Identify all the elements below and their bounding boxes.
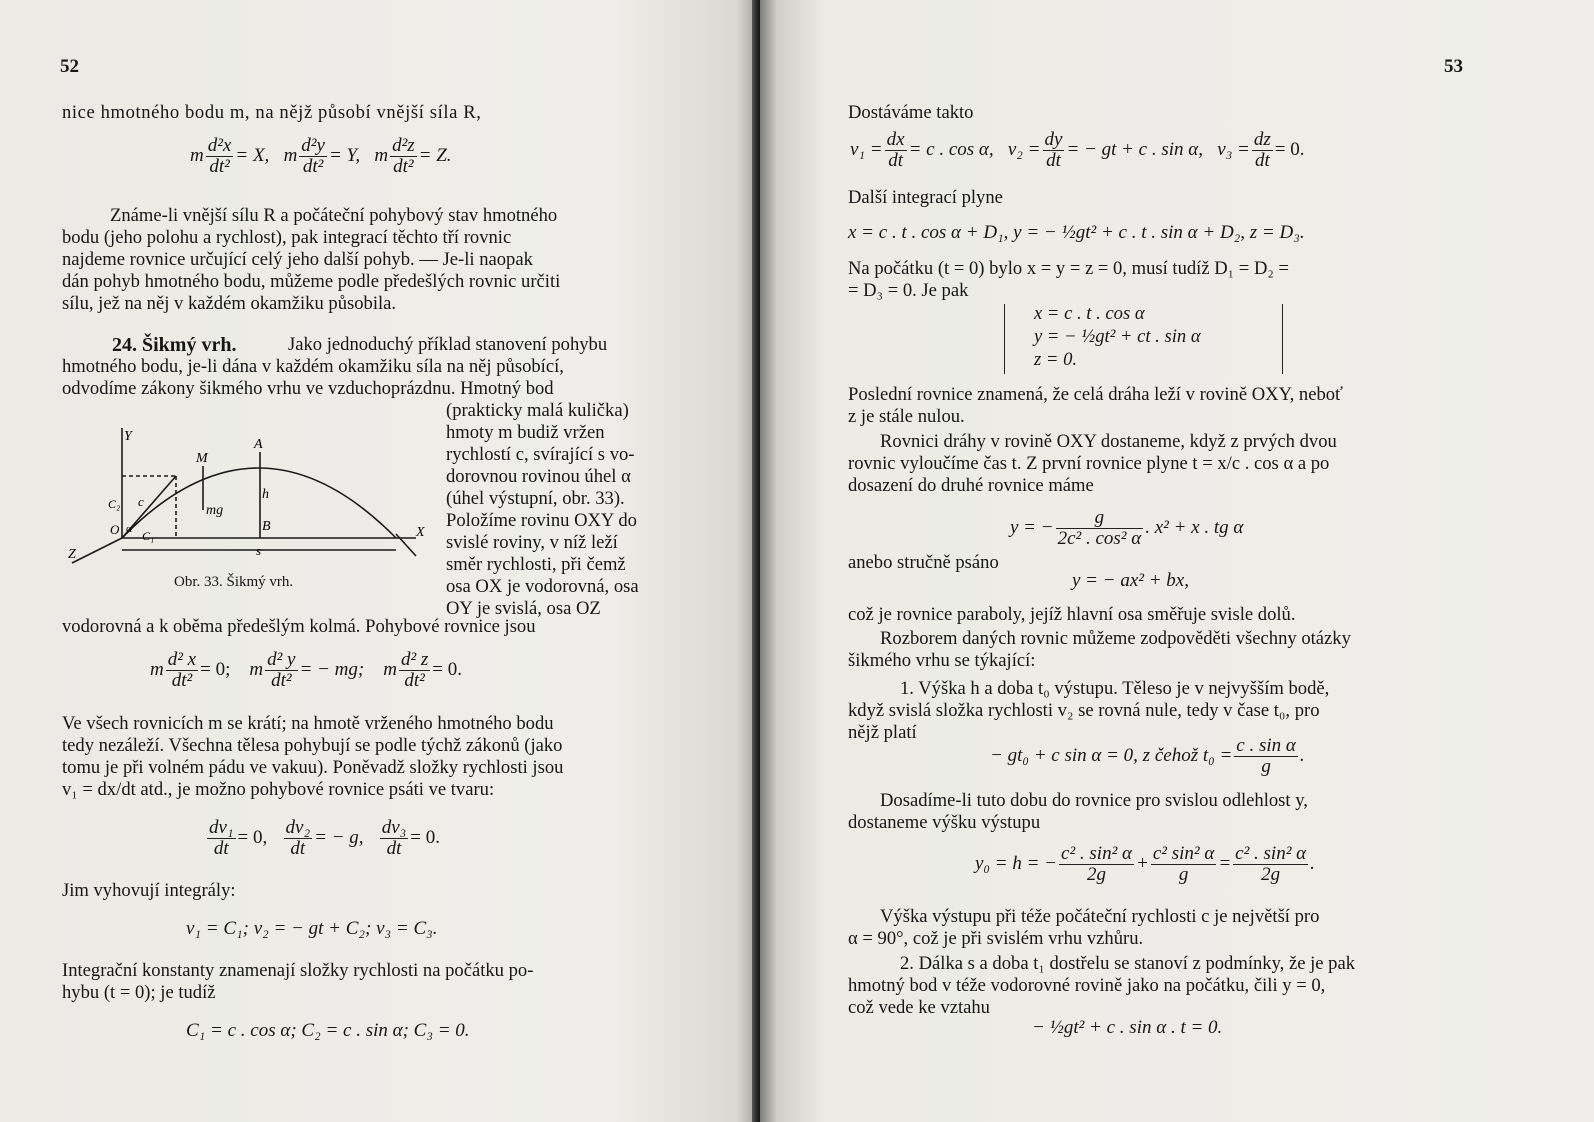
paragraph-line: nějž platí bbox=[848, 722, 917, 743]
figure-caption: Obr. 33. Šikmý vrh. bbox=[174, 574, 294, 590]
section-line: Jako jednoduchý příklad stanovení pohybu bbox=[288, 334, 608, 355]
equation-newton: m $\frac{\text{d²x}}{\text{dt²}}$ = X, m $\frac{\text{d²y}}{\text{dt²}}$ = Y, m $\frac{\text{d²z}}{\text{dt²}}$ = Z. bbox=[190, 135, 452, 177]
equation-positions: x = c . t . cos α + D₁, y = − ½gt² + c . t . sin α + D₂, z = D₃. bbox=[848, 222, 1305, 243]
z-axis bbox=[72, 538, 122, 563]
equation-parabola: y = − ax² + bx, bbox=[1072, 570, 1189, 591]
system-bracket-right bbox=[1282, 304, 1283, 374]
paragraph-line: Známe-li vnější sílu R a počáteční pohybový stav hmotného bbox=[110, 205, 558, 226]
equation-integrals: v₁ = C₁; v₂ = − gt + C₂; v₃ = C₃. bbox=[186, 918, 438, 939]
paragraph-line: šikmého vrhu se týkající: bbox=[848, 650, 1036, 671]
label-c2: C₂ bbox=[108, 497, 121, 511]
label-m: M bbox=[196, 451, 208, 466]
wrap-line: OY je svislá, osa OZ bbox=[446, 598, 601, 619]
paragraph-line: Výška výstupu při téže počáteční rychlosti c je největší pro bbox=[880, 906, 1320, 927]
wrap-line: dorovnou rovinou úhel α bbox=[446, 466, 631, 487]
right-page bbox=[760, 0, 1594, 1122]
label-s: s bbox=[256, 543, 262, 558]
paragraph-line: 1. Výška h a doba t₀ výstupu. Těleso je v nejvyšším bodě, bbox=[900, 678, 1330, 699]
label-h: h bbox=[262, 487, 269, 502]
paragraph-line: sílu, jež na něj v každém okamžiku působila. bbox=[62, 293, 397, 314]
paragraph-line: Na počátku (t = 0) bylo x = y = z = 0, musí tudíž D₁ = D₂ = bbox=[848, 258, 1289, 279]
label-y: Y bbox=[124, 429, 132, 444]
paragraph-line: což je rovnice paraboly, jejíž hlavní osa směřuje svisle dolů. bbox=[848, 604, 1296, 625]
label-o: O bbox=[110, 522, 120, 537]
section-line: hmotného bodu, je-li dána v každém okamžiku síla na něj působící, bbox=[62, 356, 564, 377]
intro-line: nice hmotného bodu m, na nějž působí vnější síla R, bbox=[62, 102, 482, 123]
after-figure-line: vodorovná a k oběma předešlým kolmá. Pohybové rovnice jsou bbox=[62, 616, 536, 637]
system-line: y = − ½gt² + ct . sin α bbox=[1034, 326, 1201, 347]
section-heading: 24. Šikmý vrh. bbox=[112, 334, 237, 356]
equation-velocity-derivatives: $\frac{\text{dv₁}}{dt}$ = 0, $\frac{\text{dv₂}}{dt}$ = − g, $\frac{\text{dv₃}}{dt}$ = 0. bbox=[209, 817, 440, 859]
intro-line: Dostáváme takto bbox=[848, 102, 974, 123]
equation-motion: m $\frac{\text{d² x}}{\text{dt²}}$ = 0; m $\frac{\text{d² y}}{\text{dt²}}$ = − mg; m $\frac{\text{d² z}}{\text{dt²}}$ = 0. bbox=[150, 649, 462, 691]
page-number-right: 53 bbox=[1444, 56, 1463, 77]
oblique-throw-figure bbox=[66, 418, 436, 578]
section-line: odvodíme zákony šikmého vrhu ve vzduchoprázdnu. Hmotný bod bbox=[62, 378, 554, 399]
paragraph-line: hmotný bod v téže vodorovné rovině jako na počátku, čili y = 0, bbox=[848, 975, 1326, 996]
system-line: x = c . t . cos α bbox=[1034, 303, 1145, 324]
paragraph-line: Ve všech rovnicích m se krátí; na hmotě vrženého hmotného bodu bbox=[62, 713, 554, 734]
parabola-trajectory bbox=[122, 468, 396, 538]
wrap-line: (úhel výstupní, obr. 33). bbox=[446, 488, 625, 509]
left-page bbox=[0, 0, 760, 1122]
paragraph-line: Rozborem daných rovnic můžeme zodpověděti všechny otázky bbox=[880, 628, 1351, 649]
paragraph-line: v₁ = dx/dt atd., je možno pohybové rovnice psáti ve tvaru: bbox=[62, 779, 495, 800]
paragraph-line: bodu (jeho polohu a rychlost), pak integrací těchto tří rovnic bbox=[62, 227, 512, 248]
label-c: c bbox=[138, 494, 144, 509]
paragraph-line: najdeme rovnice určující celý jeho další pohyb. — Je-li naopak bbox=[62, 249, 533, 270]
paragraph-line: dostaneme výšku výstupu bbox=[848, 812, 1041, 833]
equation-velocities: v₁ = $\frac{dx}{dt}$ = c . cos α, v₂ = $\frac{dy}{dt}$ = − gt + c . sin α, v₃ = $\frac{dz}{dt}$ = 0. bbox=[850, 129, 1305, 171]
equation-trajectory: y = − $\frac{g}{\text{2c² . cos² α}}$ . x² + x . tg α bbox=[1010, 507, 1244, 549]
paragraph-line: = D₃ = 0. Je pak bbox=[848, 280, 969, 301]
paragraph-line: 2. Dálka s a doba t₁ dostřelu se stanoví z podmínky, že je pak bbox=[900, 953, 1356, 974]
wrap-line: rychlostí c, svírající s vo- bbox=[446, 444, 635, 465]
paragraph-line: z je stále nulou. bbox=[848, 406, 965, 427]
label-b: B bbox=[262, 519, 271, 534]
wrap-line: směr rychlosti, při čemž bbox=[446, 554, 626, 575]
equation-range-condition: − ½gt² + c . sin α . t = 0. bbox=[1032, 1017, 1223, 1038]
short-form-intro: anebo stručně psáno bbox=[848, 552, 999, 573]
integrals-intro: Jim vyhovují integrály: bbox=[62, 880, 236, 901]
equation-rise-time: − gt₀ + c sin α = 0, z čehož t₀ = $\frac{\text{c . sin α}}{g}$ . bbox=[990, 735, 1305, 777]
paragraph-line: Dosadíme-li tuto dobu do rovnice pro svislou odlehlost y, bbox=[880, 790, 1308, 811]
paragraph-line: tomu je při volném pádu ve vakuu). Poněvadž složky rychlosti jsou bbox=[62, 757, 564, 778]
label-x: X bbox=[416, 525, 425, 540]
paragraph-line: dán pohyb hmotného bodu, můžeme podle předešlých rovnic určiti bbox=[62, 271, 561, 292]
paragraph-line: hybu (t = 0); je tudíž bbox=[62, 982, 216, 1003]
paragraph-line: Poslední rovnice znamená, že celá dráha leží v rovině OXY, neboť bbox=[848, 384, 1343, 405]
system-bracket-left bbox=[1004, 304, 1005, 374]
paragraph-line: Integrační konstanty znamenají složky rychlosti na počátku po- bbox=[62, 960, 534, 981]
paragraph-line: rovnic vyloučíme čas t. Z první rovnice plyne t = x/c . cos α a po bbox=[848, 453, 1330, 474]
equation-max-height: y₀ = h = − $\frac{\text{c² . sin² α}}{2g}$ + $\frac{\text{c² sin² α}}{g}$ = $\frac{\text{c² . sin² α}}{2g}$ . bbox=[975, 843, 1315, 885]
system-line: z = 0. bbox=[1034, 349, 1078, 370]
label-mg: mg bbox=[206, 503, 224, 518]
wrap-line: Položíme rovinu OXY do bbox=[446, 510, 637, 531]
paragraph-line: α = 90°, což je při svislém vrhu vzhůru. bbox=[848, 928, 1144, 949]
wrap-line: osa OX je vodorovná, osa bbox=[446, 576, 639, 597]
wrap-line: (prakticky malá kulička) bbox=[446, 400, 629, 421]
label-alpha: α bbox=[126, 523, 132, 535]
page-number-left: 52 bbox=[60, 56, 79, 77]
paragraph-line: což vede ke vztahu bbox=[848, 997, 990, 1018]
label-c1: C₁ bbox=[142, 529, 155, 543]
label-z: Z bbox=[68, 547, 76, 562]
paragraph-line: tedy nezáleží. Všechna tělesa pohybují se podle týchž zákonů (jako bbox=[62, 735, 563, 756]
paragraph-line: Rovnici dráhy v rovině OXY dostaneme, když z prvých dvou bbox=[880, 431, 1337, 452]
wrap-line: svislé roviny, v níž leží bbox=[446, 532, 618, 553]
paragraph-line: když svislá složka rychlosti v₂ se rovná nule, tedy v čase t₀, pro bbox=[848, 700, 1320, 721]
integral-intro: Další integrací plyne bbox=[848, 187, 1003, 208]
label-a: A bbox=[254, 437, 263, 452]
equation-constants: C₁ = c . cos α; C₂ = c . sin α; C₃ = 0. bbox=[186, 1020, 470, 1041]
wrap-line: hmoty m budiž vržen bbox=[446, 422, 605, 443]
paragraph-line: dosazení do druhé rovnice máme bbox=[848, 475, 1094, 496]
